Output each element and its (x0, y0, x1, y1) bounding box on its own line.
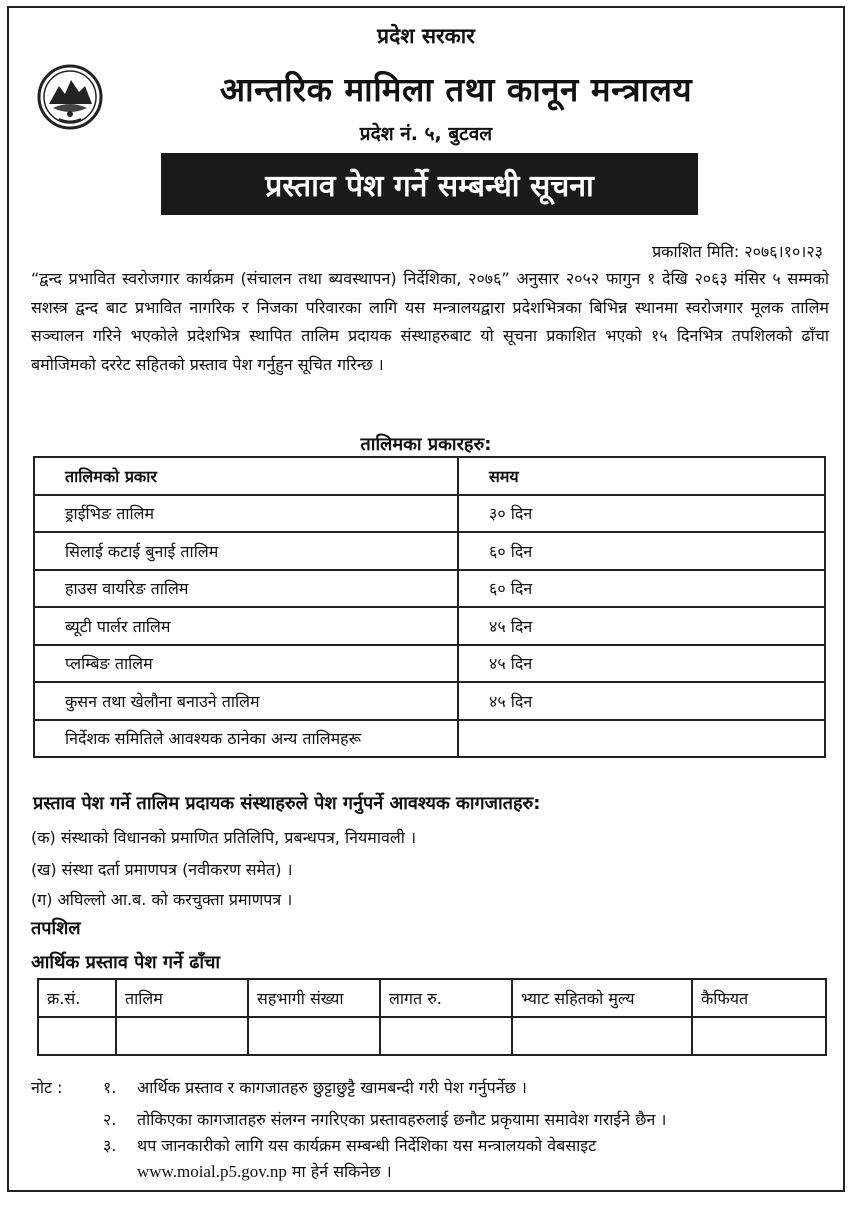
schedule-label: तपशिल (31, 918, 81, 939)
training-name-cell: हाउस वायरिङ तालिम (34, 570, 458, 608)
notes-section (31, 1076, 831, 1186)
training-name-cell: कुसन तथा खेलौना बनाउने तालिम (34, 682, 458, 720)
intro-paragraph: “द्वन्द प्रभावित स्वरोजगार कार्यक्रम (संचालन तथा ब्यवस्थापन) निर्देशिका, २०७६” अनुसार २०५२ फागुन १ देखि २०६३ मंसिर ५ सम्मको सशस्त्र द्वन्द बाट प्रभावित नागरिक र निजका परिवारका लागि यस मन्त्रालयद्वारा प्रदेशभित्रका बिभिन्न स्थानमा स्वरोजगार मूलक तालिम सञ्चालन गरिने भएकोले प्रदेशभित्र स्थापित तालिम प्रदायक संस्थाहरुबाट यो सूचना प्रकाशित भएको १५ दिनभित्र तपशिलको ढाँचा बमोजिमको दररेट सहितको प्रस्ताव पेश गर्नुहुन सूचित गरिन्छ । (31, 269, 829, 374)
document-item: (क) संस्थाको विधानको प्रमाणित प्रतिलिपि, प्रबन्धपत्र, नियमावली । (31, 828, 417, 847)
note-number: २. (103, 1110, 117, 1129)
table-row (34, 720, 825, 758)
empty-cell (512, 1017, 692, 1055)
empty-cell (248, 1017, 380, 1055)
table-row (34, 570, 825, 608)
duration-cell: ४५ दिन (458, 607, 825, 645)
document-item: (ग) अघिल्लो आ.ब. को करचुक्ता प्रमाणपत्र । (31, 890, 293, 909)
table-row (34, 645, 825, 683)
column-header: क्र.सं. (38, 979, 116, 1017)
duration-cell: ४५ दिन (458, 682, 825, 720)
table-row (34, 532, 825, 570)
notice-page (7, 6, 845, 1192)
training-name-cell: प्लम्बिङ तालिम (34, 645, 458, 683)
government-heading: प्रदेश सरकार (377, 24, 475, 48)
notice-title-banner (161, 153, 698, 215)
training-name-cell: सिलाई कटाई बुनाई तालिम (34, 532, 458, 570)
column-header: लागत रु. (380, 979, 512, 1017)
table-row (38, 1017, 826, 1055)
note-text: तोकिएका कागजातहरु संलग्न नगरिएका प्रस्तावहरुलाई छनौट प्रकृयामा समावेश गराईने छैन । (137, 1110, 667, 1129)
training-types-heading: तालिमका प्रकारहरु: (360, 434, 492, 455)
ministry-name: आन्तरिक मामिला तथा कानून मन्त्रालय (219, 70, 693, 109)
column-header: सहभागी संख्या (248, 979, 380, 1017)
duration-cell: ६० दिन (458, 532, 825, 570)
table-row (34, 607, 825, 645)
note-url-wrapper (137, 1160, 392, 1182)
column-header: समय (458, 457, 825, 495)
financial-form-heading: आर्थिक प्रस्ताव पेश गर्ने ढाँचा (31, 952, 221, 973)
training-name-cell: ब्यूटी पार्लर तालिम (34, 607, 458, 645)
training-name-cell: निर्देशक समितिले आवश्यक ठानेका अन्य तालिमहरू (34, 720, 458, 758)
table-header-row (34, 457, 825, 495)
financial-form-table (37, 978, 827, 1056)
published-date: प्रकाशित मिति: २०७६।१०।२३ (652, 242, 823, 261)
website-link[interactable]: www.moial.p5.gov.np (137, 1162, 287, 1181)
empty-cell (38, 1017, 116, 1055)
note-number: १. (103, 1078, 117, 1097)
duration-cell (458, 720, 825, 758)
duration-cell: ६० दिन (458, 570, 825, 608)
training-name-cell: ड्राईभिङ तालिम (34, 495, 458, 533)
document-item: (ख) संस्था दर्ता प्रमाणपत्र (नवीकरण समेत) । (31, 860, 293, 879)
note-number: ३. (103, 1136, 117, 1155)
ministry-address: प्रदेश नं. ५, बुटवल (359, 123, 493, 145)
notice-title: प्रस्ताव पेश गर्ने सम्बन्धी सूचना (265, 168, 594, 204)
table-row (34, 682, 825, 720)
table-row (34, 495, 825, 533)
column-header: कैफियत (692, 979, 826, 1017)
training-types-table (33, 456, 826, 758)
empty-cell (692, 1017, 826, 1055)
table-header-row (38, 979, 826, 1017)
empty-cell (380, 1017, 512, 1055)
column-header: तालिमको प्रकार (34, 457, 458, 495)
duration-cell: ३० दिन (458, 495, 825, 533)
note-text: आर्थिक प्रस्ताव र कागजातहरु छुट्टाछुट्टै खामबन्दी गरी पेश गर्नुपर्नेछ । (137, 1078, 527, 1097)
note-url-suffix: मा हेर्न सकिनेछ । (286, 1162, 392, 1181)
empty-cell (116, 1017, 248, 1055)
note-text: थप जानकारीको लागि यस कार्यक्रम सम्बन्धी निर्देशिका यस मन्त्रालयको वेबसाइट (137, 1136, 597, 1155)
column-header: भ्याट सहितको मुल्य (512, 979, 692, 1017)
documents-heading: प्रस्ताव पेश गर्ने तालिम प्रदायक संस्थाहरुले पेश गर्नुपर्ने आवश्यक कागजातहरु: (33, 793, 541, 814)
notes-label: नोट : (31, 1078, 63, 1097)
column-header: तालिम (116, 979, 248, 1017)
duration-cell: ४५ दिन (458, 645, 825, 683)
